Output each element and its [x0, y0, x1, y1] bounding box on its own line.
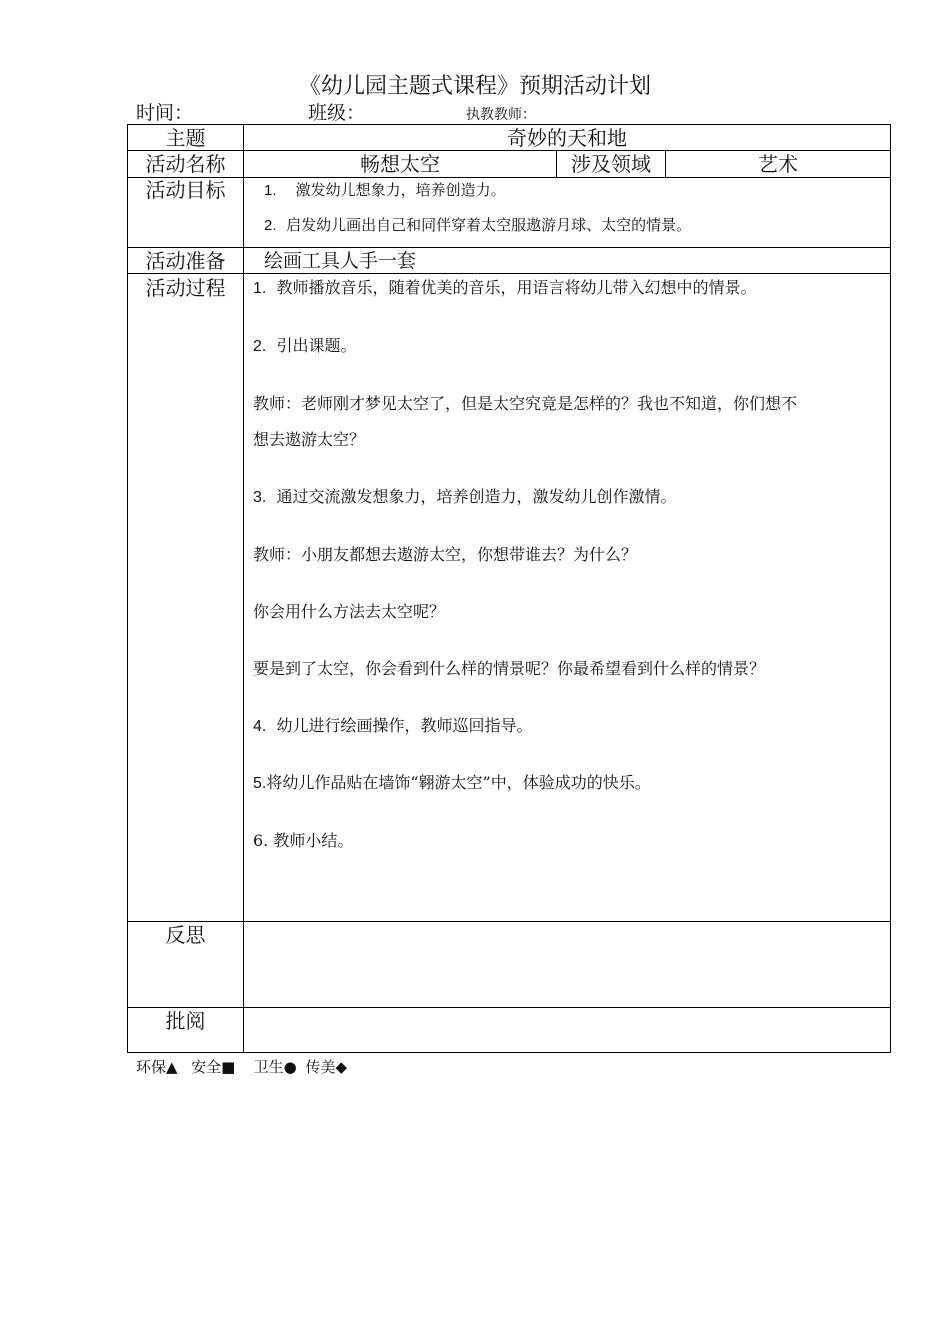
step-text: 教师：老师刚才梦见太空了，但是太空究竟是怎样的？我也不知道，你们想不 — [253, 394, 798, 413]
process-line — [253, 393, 797, 415]
step-text: 通过交流激发想象力，培养创造力，激发幼儿创作激情。 — [276, 487, 677, 506]
goal-item — [264, 215, 691, 236]
theme-label: 主题 — [165, 126, 206, 150]
step-number: 1. — [253, 280, 267, 297]
process-line — [253, 544, 637, 566]
theme-value: 奇妙的天和地 — [507, 126, 627, 150]
step-number: 3. — [253, 489, 267, 506]
row-divider — [128, 247, 890, 248]
field-label: 涉及领域 — [571, 152, 651, 176]
review-label: 批阅 — [165, 1009, 206, 1033]
process-step — [253, 277, 757, 300]
row-divider — [128, 150, 890, 151]
goal-number: 1. — [264, 182, 277, 199]
step-text: 教师：小朋友都想去遨游太空，你想带谁去？为什么？ — [253, 545, 638, 564]
activity-name-label: 活动名称 — [145, 152, 226, 176]
field-value: 艺术 — [758, 152, 798, 176]
process-line — [253, 601, 445, 623]
reflection-label: 反思 — [165, 923, 206, 947]
step-text: 引出课题。 — [276, 336, 357, 355]
teacher-label: 执教教师： — [466, 107, 536, 123]
class-label: 班级： — [308, 102, 366, 124]
prep-value: 绘画工具人手一套 — [264, 250, 417, 272]
row-divider — [128, 273, 890, 274]
step-number: 6. — [253, 831, 269, 850]
step-number: 4. — [253, 718, 267, 735]
process-step — [253, 772, 651, 795]
goal-text: 启发幼儿画出自己和同伴穿着太空服遨游月球、太空的情景。 — [286, 216, 692, 234]
reflection-field[interactable] — [244, 922, 890, 1007]
goal-label: 活动目标 — [145, 178, 226, 202]
time-label: 时间： — [136, 102, 194, 124]
legend-eco: 环保▲ — [136, 1058, 178, 1076]
step-number: 2. — [253, 338, 267, 355]
legend-beauty: 传美◆ — [305, 1058, 348, 1076]
meta-row — [0, 100, 950, 126]
process-step — [253, 830, 353, 852]
plan-table — [127, 124, 891, 1053]
process-step — [253, 335, 357, 358]
legend — [136, 1056, 351, 1078]
step-text: 想去遨游太空？ — [253, 430, 366, 449]
step-text: 要是到了太空，你会看到什么样的情景呢？你最希望看到什么样的情景？ — [253, 659, 766, 678]
goal-number: 2. — [264, 217, 277, 234]
step-number: 5. — [253, 775, 267, 792]
process-step — [253, 715, 533, 738]
page-title: 《幼儿园主题式课程》预期活动计划 — [298, 74, 651, 99]
step-text: 将幼儿作品贴在墙饰“翱游太空”中，体验成功的快乐。 — [266, 773, 651, 792]
step-text: 你会用什么方法去太空呢？ — [253, 602, 446, 621]
goal-text: 激发幼儿想象力，培养创造力。 — [295, 181, 506, 199]
process-line — [253, 658, 765, 680]
step-text: 幼儿进行绘画操作，教师巡回指导。 — [276, 716, 533, 735]
goal-item — [264, 180, 506, 201]
prep-label: 活动准备 — [145, 249, 226, 273]
review-field[interactable] — [244, 1008, 890, 1052]
step-text: 教师播放音乐，随着优美的音乐，用语言将幼儿带入幻想中的情景。 — [276, 278, 757, 297]
process-label: 活动过程 — [145, 276, 226, 300]
legend-hygiene: 卫生● — [253, 1058, 297, 1076]
process-line — [253, 429, 365, 451]
legend-safety: 安全■ — [191, 1058, 236, 1076]
process-step — [253, 486, 677, 509]
step-text: 教师小结。 — [273, 831, 354, 850]
activity-name-value: 畅想太空 — [360, 152, 440, 176]
column-divider — [243, 125, 244, 1052]
